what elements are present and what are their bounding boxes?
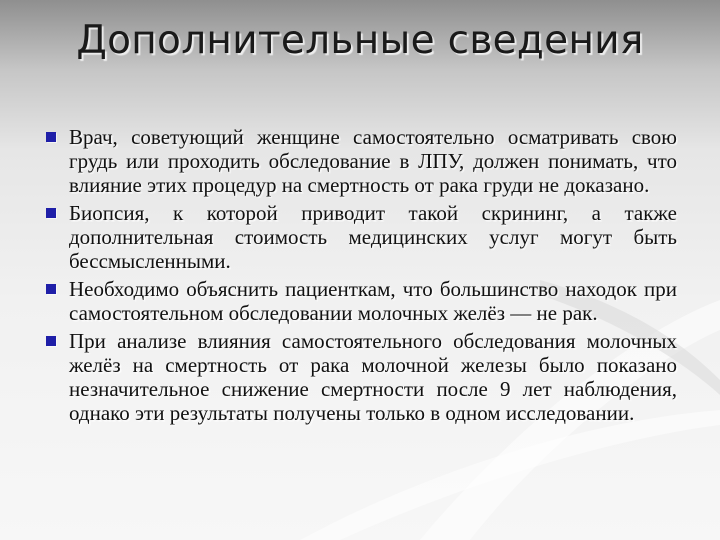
slide-title: Дополнительные сведения xyxy=(76,18,644,63)
list-item xyxy=(45,277,677,325)
bullet-list xyxy=(45,125,677,429)
list-item xyxy=(45,201,677,273)
bullet-text: Биопсия, к которой приводит такой скрининг, а также дополнительная стоимость медицинских услуг могут быть бессмысленными. xyxy=(69,201,677,273)
square-bullet-icon xyxy=(46,208,56,218)
bullet-text: При анализе влияния самостоятельного обследования молочных желёз на смертность от рака молочной железы было показано незначительное снижение смертности после 9 лет наблюдения, однако эти результаты получены только в одном исследовании. xyxy=(69,329,677,425)
list-item xyxy=(45,125,677,197)
list-item xyxy=(45,329,677,425)
bullet-text: Врач, советующий женщине самостоятельно осматривать свою грудь или проходить обследование в ЛПУ, должен понимать, что влияние этих процедур на смертность от рака груди не доказано. xyxy=(69,125,677,197)
bullet-text: Необходимо объяснить пациенткам, что большинство находок при самостоятельном обследовании молочных желёз — не рак. xyxy=(69,277,677,325)
square-bullet-icon xyxy=(46,132,56,142)
square-bullet-icon xyxy=(46,284,56,294)
square-bullet-icon xyxy=(46,336,56,346)
